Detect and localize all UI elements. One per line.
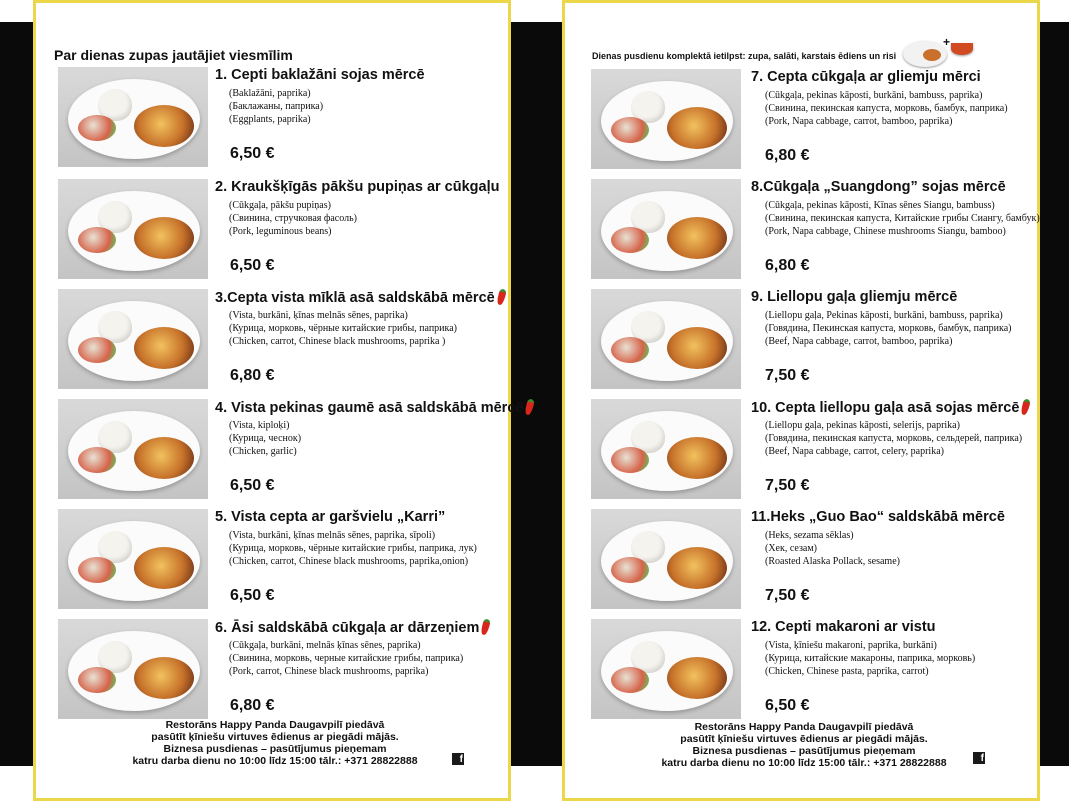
dish-price: 6,80 €	[765, 147, 810, 164]
menu-item-11	[591, 509, 1031, 613]
menu-item-1	[58, 67, 498, 171]
dish-photo	[58, 399, 208, 499]
dish-ingredients-ru: (Свинина, пекинская капуста, Китайские грибы Сиангу, бамбук)	[765, 213, 1040, 224]
dish-ingredients-ru: (Свинина, пекинская капуста, морковь, бамбук, паприка)	[765, 103, 1008, 114]
dish-price: 7,50 €	[765, 587, 810, 604]
chili-pepper-icon	[1020, 398, 1031, 415]
menu-item-6	[58, 619, 498, 723]
dish-ingredients-en: (Chicken, garlic)	[229, 446, 297, 457]
dish-title: 2. Kraukšķīgās pākšu pupiņas ar cūkgaļu	[215, 179, 500, 195]
dish-price: 6,50 €	[230, 145, 275, 162]
dish-ingredients-en: (Pork, Napa cabbage, Chinese mushrooms Siangu, bamboo)	[765, 226, 1006, 237]
dish-ingredients-en: (Chicken, Chinese pasta, paprika, carrot)	[765, 666, 929, 677]
dish-photo	[591, 69, 741, 169]
dish-ingredients-lv: (Cūkgaļa, burkāni, melnās ķīnas sēnes, paprika)	[229, 640, 421, 651]
dish-title: 1. Cepti baklažāni sojas mērcē	[215, 67, 425, 83]
dish-ingredients-lv: (Heks, sezama sēklas)	[765, 530, 854, 541]
dish-ingredients-ru: (Свинина, морковь, черные китайские грибы, паприка)	[229, 653, 464, 664]
footer-line: pasūtīt ķīniešu virtuves ēdienus ar piegādi mājās.	[680, 733, 928, 745]
dish-price: 6,50 €	[230, 587, 275, 604]
dish-ingredients-en: (Pork, leguminous beans)	[229, 226, 332, 237]
menu-page-left	[33, 0, 524, 801]
dish-ingredients-en: (Beef, Napa cabbage, carrot, bamboo, paprika)	[765, 336, 953, 347]
dish-price: 6,50 €	[230, 257, 275, 274]
dish-ingredients-ru: (Свинина, стручковая фасоль)	[229, 213, 357, 224]
menu-item-10	[591, 399, 1031, 503]
dish-photo	[591, 179, 741, 279]
dish-ingredients-en: (Pork, carrot, Chinese black mushrooms, paprika)	[229, 666, 429, 677]
menu-item-12	[591, 619, 1031, 723]
dish-ingredients-lv: (Cūkgaļa, pākšu pupiņas)	[229, 200, 331, 211]
dish-title: 8.Cūkgaļa „Suangdong” sojas mērcē	[751, 179, 1006, 195]
dish-price: 6,80 €	[230, 367, 275, 384]
dish-ingredients-ru: (Курица, морковь, чёрные китайские грибы, паприка)	[229, 323, 458, 334]
dish-ingredients-lv: (Cūkgaļa, pekinas kāposti, Kīnas sēnes Siangu, bambuss)	[765, 200, 995, 211]
chili-pepper-icon	[496, 288, 507, 305]
menu-item-7	[591, 69, 1031, 173]
dish-price: 6,80 €	[765, 257, 810, 274]
dish-ingredients-ru: (Курица, морковь, чёрные китайские грибы, паприка, лук)	[229, 543, 477, 554]
chili-pepper-icon	[480, 618, 491, 635]
soup-note-header: Par dienas zupas jautājiet viesmīlim	[54, 47, 293, 63]
menu-item-4	[58, 399, 524, 503]
dish-title: 10. Cepta liellopu gaļa asā sojas mērcē	[751, 400, 1020, 416]
menu-item-9	[591, 289, 1031, 393]
dish-title: 11.Heks „Guo Bao“ saldskābā mērcē	[751, 509, 1005, 525]
footer-line: Restorāns Happy Panda Daugavpilī piedāvā	[165, 719, 385, 731]
menu-page-right	[562, 0, 1040, 801]
dish-ingredients-lv: (Vista, burkāni, ķīnas melnās sēnes, paprika)	[229, 310, 408, 321]
dish-ingredients-lv: (Liellopu gaļa, Pekinas kāposti, burkāni, bambuss, paprika)	[765, 310, 1003, 321]
dish-photo	[58, 289, 208, 389]
dish-price: 7,50 €	[765, 477, 810, 494]
dish-ingredients-lv: (Vista, ķīniešu makaroni, paprika, burkāni)	[765, 640, 937, 651]
dish-photo	[591, 289, 741, 389]
dish-ingredients-lv: (Baklažāni, paprika)	[229, 88, 311, 99]
dish-title: 12. Cepti makaroni ar vistu	[751, 619, 936, 635]
dish-ingredients-ru: (Курица, чеснок)	[229, 433, 302, 444]
dish-photo	[591, 399, 741, 499]
footer-line: pasūtīt ķīniešu virtuves ēdienus ar piegādi mājās.	[151, 731, 399, 743]
lunch-combo-icon	[903, 35, 973, 69]
dish-ingredients-ru: (Говядина, пекинская капуста, морковь, сельдерей, паприка)	[765, 433, 1023, 444]
dish-ingredients-en: (Eggplants, paprika)	[229, 114, 311, 125]
dish-price: 6,80 €	[230, 697, 275, 714]
restaurant-info-footer	[565, 721, 1043, 769]
menu-item-2	[58, 179, 498, 283]
dish-ingredients-en: (Chicken, carrot, Chinese black mushrooms, paprika )	[229, 336, 446, 347]
menu-item-5	[58, 509, 498, 613]
dish-ingredients-ru: (Курица, китайские макароны, паприка, морковь)	[765, 653, 976, 664]
dish-ingredients-ru: (Говядина, Пекинская капуста, морковь, бамбук, паприка)	[765, 323, 1012, 334]
dish-photo	[591, 509, 741, 609]
facebook-icon[interactable]: f	[452, 753, 464, 765]
footer-line: Biznesa pusdienas – pasūtījumus pieņemam	[163, 743, 387, 755]
lunch-combo-header: Dienas pusdienu komplektā ietilpst: zupa, salāti, karstais ēdiens un risi	[592, 51, 897, 61]
dish-ingredients-en: (Pork, Napa cabbage, carrot, bamboo, paprika)	[765, 116, 953, 127]
dish-title: 5. Vista cepta ar garšvielu „Karri”	[215, 509, 446, 525]
footer-line: Biznesa pusdienas – pasūtījumus pieņemam	[692, 745, 916, 757]
dish-photo	[58, 179, 208, 279]
dish-ingredients-en: (Chicken, carrot, Chinese black mushrooms, paprika,onion)	[229, 556, 469, 567]
restaurant-info-footer	[36, 719, 514, 767]
dish-ingredients-lv: (Liellopu gaļa, pekinas kāposti, selerijs, paprika)	[765, 420, 960, 431]
dish-title: 6. Āsi saldskābā cūkgaļa ar dārzeņiem	[215, 620, 480, 636]
dish-title: 4. Vista pekinas gaumē asā saldskābā mērcē	[215, 400, 524, 416]
dish-ingredients-en: (Roasted Alaska Pollack, sesame)	[765, 556, 900, 567]
dish-photo	[58, 67, 208, 167]
dish-ingredients-lv: (Cūkgaļa, pekinas kāposti, burkāni, bambuss, paprika)	[765, 90, 983, 101]
dish-ingredients-ru: (Баклажаны, паприка)	[229, 101, 324, 112]
dish-ingredients-lv: (Vista, burkāni, ķīnas melnās sēnes, paprika, sīpoli)	[229, 530, 436, 541]
dish-photo	[591, 619, 741, 719]
footer-line: Restorāns Happy Panda Daugavpilī piedāvā	[694, 721, 914, 733]
dish-photo	[58, 509, 208, 609]
dish-title: 7. Cepta cūkgaļa ar gliemju mērci	[751, 69, 981, 85]
menu-item-8	[591, 179, 1040, 283]
menu-item-3	[58, 289, 498, 393]
footer-contact-line: katru darba dienu no 10:00 līdz 15:00 tālr.: +371 28822888	[132, 755, 418, 767]
dish-price: 6,50 €	[765, 697, 810, 714]
dish-ingredients-ru: (Хек, сезам)	[765, 543, 818, 554]
dish-ingredients-lv: (Vista, kiploķi)	[229, 420, 290, 431]
dish-ingredients-en: (Beef, Napa cabbage, carrot, celery, paprika)	[765, 446, 944, 457]
dish-title: 3.Cepta vista mīklā asā saldskābā mērcē	[215, 290, 495, 306]
dish-photo	[58, 619, 208, 719]
dish-price: 7,50 €	[765, 367, 810, 384]
dish-title: 9. Liellopu gaļa gliemju mērcē	[751, 289, 958, 305]
footer-contact-line: katru darba dienu no 10:00 līdz 15:00 tālr.: +371 28822888	[661, 757, 947, 769]
facebook-icon[interactable]: f	[973, 752, 985, 764]
dish-price: 6,50 €	[230, 477, 275, 494]
plus-sign: +	[943, 35, 951, 49]
